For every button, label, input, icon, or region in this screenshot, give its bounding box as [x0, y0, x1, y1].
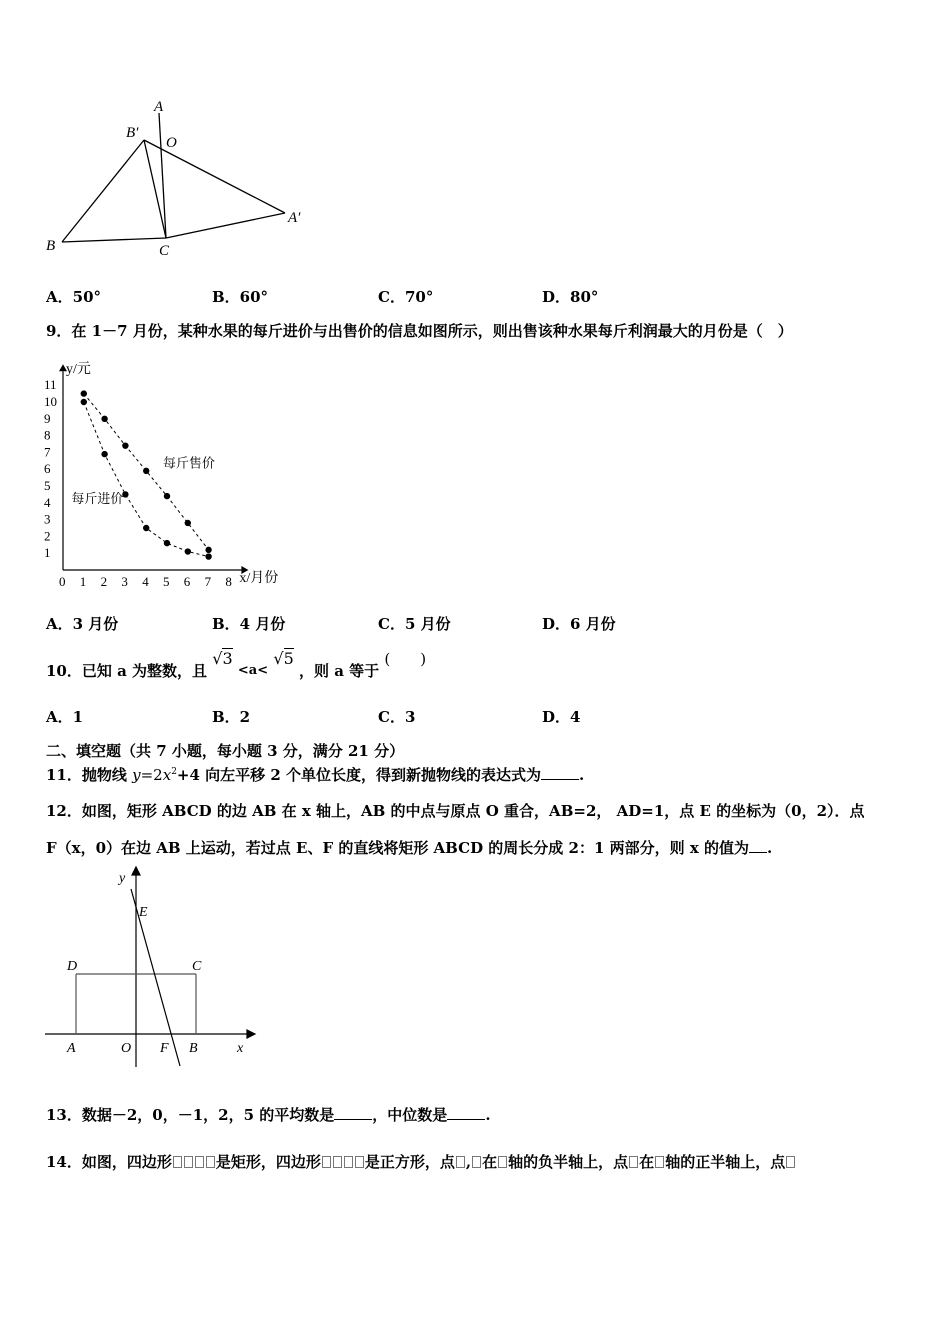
- data-point: [101, 416, 107, 422]
- q9-stem: 9．在 1－7 月份，某种水果的每斤进价与出售价的信息如图所示，则出售该种水果每斤利润最大的月份是（ ）: [46, 322, 793, 340]
- q10-sqrt-3: √3: [212, 649, 233, 668]
- series-label-sale: 每斤售价: [162, 455, 215, 471]
- label-O: O: [166, 135, 177, 151]
- q11-p5: +4 向左平移 2 个单位长度，得到新抛物线的表达式为: [176, 766, 542, 784]
- missing-glyph-icon: [321, 1153, 365, 1171]
- q14-p3: 是正方形，点: [364, 1153, 455, 1171]
- q14-p4: ,: [465, 1153, 472, 1171]
- label-B: B: [46, 238, 56, 254]
- q10-option-a: A．1: [46, 708, 84, 726]
- q11-answer-blank[interactable]: [541, 779, 579, 780]
- y-axis-arrow: [132, 867, 140, 875]
- q10-option-c: C．3: [378, 708, 416, 726]
- label-A: A: [67, 1041, 76, 1056]
- q10-mid: <a<: [237, 663, 269, 678]
- q11-exponent: 2: [171, 767, 177, 777]
- label-A-prime: A′: [288, 210, 301, 226]
- q12-answer-blank[interactable]: [749, 852, 767, 853]
- x-tick-label: 6: [183, 574, 191, 589]
- y-tick-label: 11: [44, 377, 57, 393]
- missing-glyph-icon: [628, 1153, 639, 1171]
- label-A: A: [154, 99, 164, 115]
- missing-glyph-icon: [172, 1153, 216, 1171]
- q14-stem: [46, 1151, 796, 1172]
- x-tick-label: 3: [121, 574, 128, 589]
- q10-sqrt-5: √5: [273, 649, 294, 668]
- q11-var-x: x: [162, 766, 172, 784]
- data-point: [205, 547, 211, 553]
- label-x: x: [237, 1041, 244, 1056]
- q10-prefix: 10．已知 a 为整数，且: [46, 662, 208, 680]
- label-O: O: [121, 1041, 132, 1056]
- missing-glyph-icon: [785, 1153, 796, 1171]
- label-C: C: [159, 243, 170, 259]
- y-tick-label: 7: [44, 444, 51, 460]
- missing-glyph-icon: [654, 1153, 665, 1171]
- series-line-2: [84, 402, 209, 557]
- q14-p6: 轴的负半轴上，点: [508, 1153, 629, 1171]
- q10-paren: ( ): [384, 650, 427, 668]
- q8-option-a: A．50°: [46, 288, 102, 306]
- y-tick-label: 8: [44, 427, 51, 443]
- q13-p2: ，中位数是: [372, 1106, 448, 1124]
- data-point: [101, 451, 107, 457]
- q9-option-c: C．5 月份: [378, 615, 451, 633]
- q8-option-d: D．80°: [542, 288, 599, 306]
- data-point: [164, 493, 170, 499]
- missing-glyph-icon: [497, 1153, 508, 1171]
- q11-stem: [46, 764, 584, 785]
- q8-option-c: C．70°: [378, 288, 434, 306]
- q9-option-b: B．4 月份: [212, 615, 286, 633]
- q9-option-d: D．6 月份: [542, 615, 616, 633]
- series-label-cost: 每斤进价: [71, 490, 124, 506]
- x-tick-label: 8: [225, 574, 232, 589]
- q14-p1: 14．如图，四边形: [46, 1153, 172, 1171]
- missing-glyph-icon: [455, 1153, 466, 1171]
- missing-glyph-icon: [471, 1153, 482, 1171]
- label-F: F: [160, 1041, 169, 1056]
- segment-C-Aprime: [166, 213, 285, 238]
- q12-line2-end: .: [767, 839, 773, 857]
- q13-mean-blank[interactable]: [334, 1119, 372, 1120]
- q10-option-d: D．4: [542, 708, 581, 726]
- x-tick-label: 7: [204, 574, 212, 589]
- q13-p3: .: [485, 1106, 491, 1124]
- data-point: [81, 390, 87, 396]
- q12-line2-text: F（x，0）在边 AB 上运动，若过点 E、F 的直线将矩形 ABCD 的周长分成 2：1 两部分，则 x 的值为: [46, 839, 750, 857]
- data-point: [185, 548, 191, 554]
- label-C: C: [192, 959, 202, 974]
- q13-stem: [46, 1104, 491, 1125]
- q10-option-b: B．2: [212, 708, 251, 726]
- q10-sqrt-5-value: 5: [283, 649, 294, 668]
- q13-median-blank[interactable]: [447, 1119, 485, 1120]
- label-D: D: [67, 959, 78, 974]
- data-point: [143, 525, 149, 531]
- data-point: [185, 520, 191, 526]
- q10-sqrt-3-value: 3: [222, 649, 233, 668]
- y-tick-label: 9: [44, 410, 51, 426]
- data-point: [122, 442, 128, 448]
- data-point: [164, 540, 170, 546]
- q11-p3: =2: [140, 766, 163, 784]
- y-axis-label: y/元: [66, 362, 91, 378]
- q11-var-y: y: [132, 766, 141, 784]
- data-point: [143, 468, 149, 474]
- label-B: B: [189, 1041, 198, 1056]
- y-tick-label: 5: [44, 478, 51, 493]
- y-tick-label: 3: [44, 511, 51, 527]
- y-tick-label: 6: [44, 461, 51, 477]
- data-point: [205, 553, 211, 559]
- label-y: y: [119, 871, 126, 886]
- x-tick-label: 4: [142, 574, 149, 589]
- x-tick-label: 1: [79, 574, 87, 589]
- x-axis-arrow: [247, 1030, 255, 1038]
- y-tick-label: 2: [44, 528, 51, 544]
- label-E: E: [139, 905, 148, 920]
- q8-option-b: B．60°: [212, 288, 269, 306]
- q11-p1: 11．抛物线: [46, 766, 133, 784]
- y-tick-label: 4: [44, 494, 51, 510]
- q13-p1: 13．数据－2，0，－1，2，5 的平均数是: [46, 1106, 335, 1124]
- section-title-fill-in: 二、填空题（共 7 小题，每小题 3 分，满分 21 分）: [46, 742, 405, 760]
- q9-option-a: A．3 月份: [46, 615, 119, 633]
- q14-p2: 是矩形，四边形: [215, 1153, 321, 1171]
- y-tick-label: 10: [44, 394, 57, 409]
- q14-p8: 轴的正半轴上，点: [665, 1153, 786, 1171]
- x-tick-label: 2: [100, 574, 108, 589]
- label-B-prime: B′: [126, 125, 139, 141]
- segment-A-C: [159, 113, 166, 238]
- figure-q12-rectangle: [40, 862, 260, 1072]
- y-tick-label: 1: [44, 545, 51, 561]
- data-point: [81, 399, 87, 405]
- q10-stem: [46, 650, 426, 690]
- figure-q8-triangle: [40, 95, 310, 265]
- segment-B-C: [62, 238, 166, 242]
- q12-line1: 12．如图，矩形 ABCD 的边 AB 在 x 轴上，AB 的中点与原点 O 重合，AB=2， AD=1，点 E 的坐标为（0，2）．点: [46, 802, 865, 820]
- x-tick-label: 5: [163, 574, 170, 589]
- segment-B-Bprime: [62, 140, 144, 242]
- x-axis-label: x/月份: [239, 571, 279, 586]
- q12-line2: [46, 837, 772, 858]
- q14-p5: 在: [482, 1153, 498, 1171]
- q14-p7: 在: [639, 1153, 655, 1171]
- chart-q9-price-trend: [40, 346, 300, 591]
- x-tick-label: 0: [59, 574, 66, 589]
- q11-end: .: [579, 766, 585, 784]
- q10-suffix: ，则 a 等于: [298, 662, 380, 680]
